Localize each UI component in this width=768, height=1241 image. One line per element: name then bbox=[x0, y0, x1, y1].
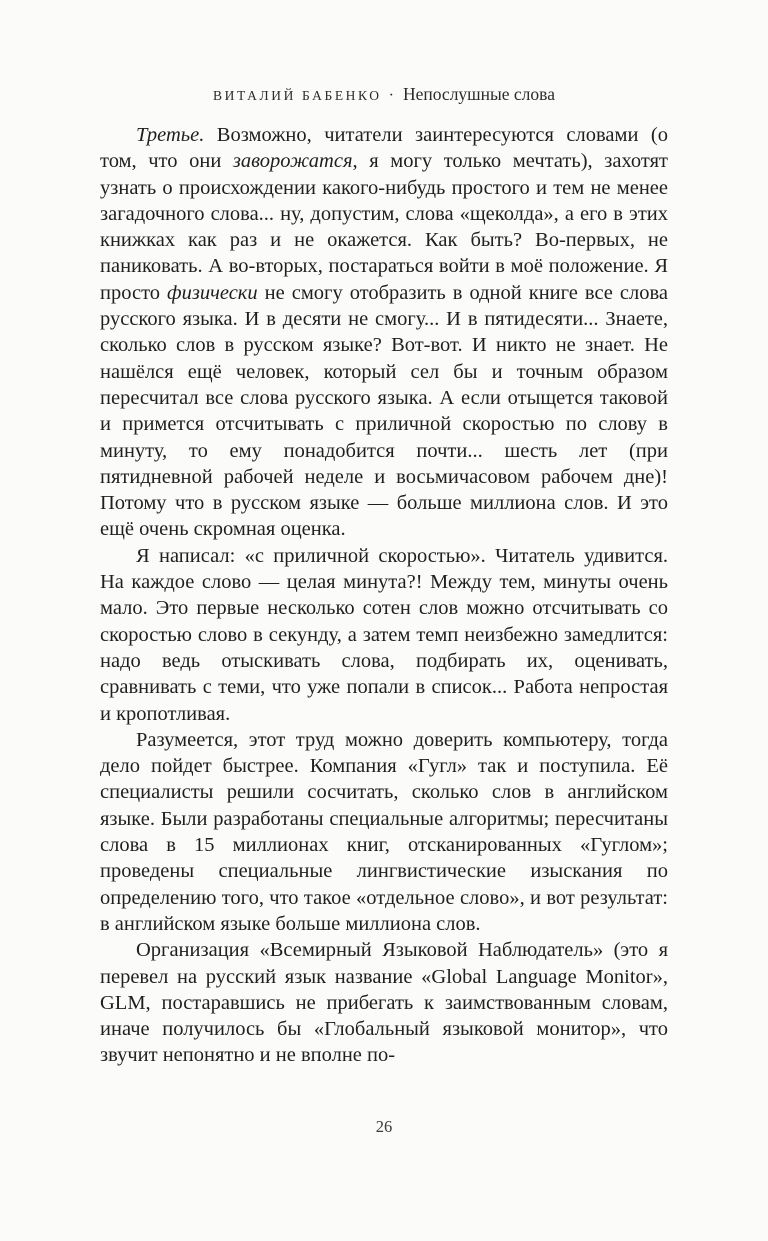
text-run: Возможно, читатели заинтересуются словами (о том, что они bbox=[100, 124, 668, 173]
page-number: 26 bbox=[375, 1117, 393, 1136]
italic-run: физически bbox=[167, 281, 258, 304]
text-run: не смогу отобразить в одной книге все слова русского языка. И в десяти не смогу... И в пятидесяти... Знаете, сколько слов в русском языке? Вот-вот. И никто не знает. Не нашёлся ещё человек, который сел бы и точным образом пересчитал все слова русского языка. А если отыщется таковой и примется отсчитывать с приличной скоростью по слову в минуту, то ему понадобится почти... шесть лет (при пятидневной рабочей неделе и восьмичасовом рабочем дне)! Потому что в русском языке — больше миллиона слов. И это ещё очень скромная оценка. bbox=[100, 281, 668, 541]
italic-run: Третье. bbox=[136, 124, 205, 146]
running-header bbox=[0, 84, 768, 105]
paragraph bbox=[100, 543, 668, 727]
paragraph bbox=[100, 122, 668, 543]
header-separator: · bbox=[388, 87, 394, 104]
header-book-title: Непослушные слова bbox=[402, 84, 555, 104]
text-run: , я могу только мечтать), захотят узнать о происхождении какого-нибудь простого и тем не менее загадочного слова... ну, допустим, слова «щеколда», а его в этих книжках как раз и не окажется. Как быть? Во-первых, не паниковать. А во-вторых, постараться войти в моё положение. Я просто bbox=[100, 150, 668, 304]
paragraph bbox=[100, 937, 668, 1068]
text-run: Организация «Всемирный Языковой Наблюдатель» (это я перевел на русский язык название «Global Language Monitor», GLM, постаравшись не прибегать к заимствованным словам, иначе получилось бы «Глобальный языковой монитор», что звучит непонятно и не вполне по- bbox=[100, 939, 668, 1067]
text-run: Я написал: «с приличной скоростью». Читатель удивится. На каждое слово — целая минута?! Между тем, минуты очень мало. Это первые несколько сотен слов можно отсчитывать со скоростью слово в секунду, а затем темп неизбежно замедлится: надо ведь отыскивать слова, подбирать их, оценивать, сравнивать с теми, что уже попали в список... Работа непростая и кропотливая. bbox=[100, 544, 668, 725]
page-body bbox=[100, 122, 668, 1069]
paragraph bbox=[100, 727, 668, 937]
italic-run: заворожатся bbox=[232, 150, 353, 173]
header-author: ВИТАЛИЙ БАБЕНКО bbox=[213, 88, 382, 103]
text-run: Разумеется, этот труд можно доверить компьютеру, тогда дело пойдет быстрее. Компания «Гугл» так и поступила. Её специалисты решили сосчитать, сколько слов в английском языке. Были разработаны специальные алгоритмы; пересчитаны слова в 15 миллионах книг, отсканированных «Гуглом»; проведены специальные лингвистические изыскания по определению того, что такое «отдельное слово», и вот результат: в английском языке больше миллиона слов. bbox=[100, 728, 668, 935]
